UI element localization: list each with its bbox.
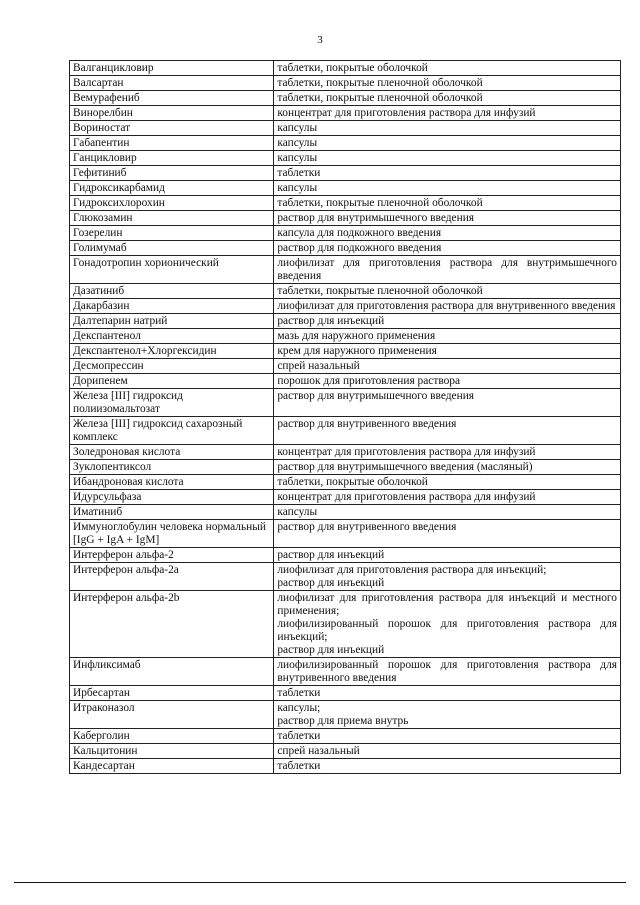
dosage-form: капсулы;: [277, 702, 321, 714]
dosage-form-cell: [274, 744, 621, 759]
drug-name-cell: [70, 256, 274, 284]
drug-name: Интерферон альфа-2b: [73, 592, 180, 604]
drug-name-cell: [70, 299, 274, 314]
dosage-form: таблетки: [277, 167, 321, 179]
drug-name: Дорипенем: [73, 375, 128, 387]
table-row: [70, 490, 621, 505]
dosage-form: раствор для инъекций: [277, 549, 385, 561]
drug-name-cell: [70, 314, 274, 329]
dosage-form: раствор для внутривенного введения: [277, 521, 457, 533]
drug-name: Каберголин: [73, 730, 130, 742]
drug-name: Инфликсимаб: [73, 659, 141, 671]
dosage-form-cell: [274, 91, 621, 106]
table-row: [70, 151, 621, 166]
table-row: [70, 314, 621, 329]
drug-name-cell: [70, 686, 274, 701]
drug-name: Интерферон альфа-2: [73, 549, 174, 561]
dosage-form-cell: [274, 359, 621, 374]
dosage-form-cell: [274, 417, 621, 445]
table-row: [70, 520, 621, 548]
table-row: [70, 211, 621, 226]
dosage-form: таблетки, покрытые пленочной оболочкой: [277, 197, 483, 209]
table-row: [70, 417, 621, 445]
drug-name-cell: [70, 329, 274, 344]
table-row: [70, 563, 621, 591]
dosage-form: раствор для инъекций: [277, 577, 385, 589]
drug-name: Итраконазол: [73, 702, 135, 714]
table-row: [70, 136, 621, 151]
dosage-form: таблетки, покрытые оболочкой: [277, 62, 428, 74]
dosage-form: таблетки, покрытые пленочной оболочкой: [277, 77, 483, 89]
table-row: [70, 106, 621, 121]
drug-name-cell: [70, 417, 274, 445]
drug-name: Винорелбин: [73, 107, 133, 119]
dosage-form-cell: [274, 196, 621, 211]
dosage-form: крем для наружного применения: [277, 345, 437, 357]
dosage-form-cell: [274, 226, 621, 241]
table-row: [70, 91, 621, 106]
dosage-form: концентрат для приготовления раствора для инфузий: [277, 491, 536, 503]
drug-name: Железа [III] гидроксид полиизомальтозат: [73, 390, 183, 415]
dosage-form: таблетки: [277, 730, 321, 742]
drug-name-cell: [70, 284, 274, 299]
drug-name: Кандесартан: [73, 760, 135, 772]
table-row: [70, 686, 621, 701]
drug-name-cell: [70, 196, 274, 211]
drug-name: Валсартан: [73, 77, 124, 89]
dosage-form: лиофилизат для приготовления раствора для инъекций;: [277, 564, 547, 576]
table-row: [70, 475, 621, 490]
dosage-form: концентрат для приготовления раствора для инфузий: [277, 107, 536, 119]
dosage-form: таблетки, покрытые пленочной оболочкой: [277, 285, 483, 297]
dosage-form-cell: [274, 548, 621, 563]
dosage-form: лиофилизат для приготовления раствора для внутримышечного введения: [277, 257, 617, 282]
dosage-form: порошок для приготовления раствора: [277, 375, 461, 387]
dosage-form-cell: [274, 329, 621, 344]
drug-name-cell: [70, 729, 274, 744]
drug-name: Ирбесартан: [73, 687, 130, 699]
dosage-form-cell: [274, 211, 621, 226]
drug-name: Интерферон альфа-2а: [73, 564, 179, 576]
table-row: [70, 76, 621, 91]
drug-name-cell: [70, 520, 274, 548]
table-row: [70, 729, 621, 744]
drug-name: Гидроксикарбамид: [73, 182, 165, 194]
drug-name-cell: [70, 166, 274, 181]
drug-name-cell: [70, 136, 274, 151]
dosage-form-cell: [274, 475, 621, 490]
dosage-form-cell: [274, 701, 621, 729]
table-row: [70, 241, 621, 256]
table-row: [70, 658, 621, 686]
dosage-form: раствор для внутримышечного введения: [277, 390, 475, 402]
table-row: [70, 548, 621, 563]
dosage-form-cell: [274, 314, 621, 329]
table-row: [70, 744, 621, 759]
drug-name-cell: [70, 151, 274, 166]
dosage-form-cell: [274, 241, 621, 256]
drug-name-cell: [70, 505, 274, 520]
table-row: [70, 121, 621, 136]
drug-name-cell: [70, 211, 274, 226]
drug-name-cell: [70, 658, 274, 686]
table-row: [70, 329, 621, 344]
drug-name-cell: [70, 181, 274, 196]
dosage-form-cell: [274, 299, 621, 314]
drug-name: Золедроновая кислота: [73, 446, 181, 458]
drug-name-cell: [70, 76, 274, 91]
dosage-form: спрей назальный: [277, 360, 360, 372]
drug-name-cell: [70, 389, 274, 417]
dosage-form: капсулы: [277, 152, 318, 164]
dosage-form: спрей назальный: [277, 745, 360, 757]
table-row: [70, 226, 621, 241]
drug-name: Вемурафениб: [73, 92, 140, 104]
dosage-form: таблетки: [277, 760, 321, 772]
drug-name-cell: [70, 344, 274, 359]
dosage-form-cell: [274, 729, 621, 744]
table-row: [70, 505, 621, 520]
drug-name: Гозерелин: [73, 227, 123, 239]
drug-name: Иммуноглобулин человека нормальный [IgG + IgA + IgM]: [73, 521, 266, 546]
drug-name: Декспантенол: [73, 330, 141, 342]
drug-name-cell: [70, 475, 274, 490]
dosage-form: раствор для инъекций: [277, 644, 385, 656]
dosage-form-cell: [274, 520, 621, 548]
dosage-form: раствор для внутримышечного введения (масляный): [277, 461, 533, 473]
drug-name-cell: [70, 374, 274, 389]
drug-name: Далтепарин натрий: [73, 315, 168, 327]
drug-name-cell: [70, 359, 274, 374]
dosage-form: таблетки: [277, 687, 321, 699]
drug-name: Зуклопентиксол: [73, 461, 152, 473]
dosage-form-cell: [274, 374, 621, 389]
dosage-form-cell: [274, 136, 621, 151]
drug-name-cell: [70, 445, 274, 460]
drug-name-cell: [70, 241, 274, 256]
drug-name-cell: [70, 121, 274, 136]
table-row: [70, 445, 621, 460]
table-row: [70, 359, 621, 374]
dosage-form-cell: [274, 76, 621, 91]
page-number: 3: [317, 34, 323, 46]
drug-name-cell: [70, 490, 274, 505]
dosage-form-cell: [274, 563, 621, 591]
drug-name-cell: [70, 759, 274, 774]
dosage-form: капсулы: [277, 182, 318, 194]
drug-table-body: [70, 61, 621, 774]
drug-name-cell: [70, 61, 274, 76]
drug-name: Глюкозамин: [73, 212, 133, 224]
dosage-form-cell: [274, 151, 621, 166]
dosage-form: концентрат для приготовления раствора для инфузий: [277, 446, 536, 458]
drug-name: Дазатиниб: [73, 285, 125, 297]
table-row: [70, 181, 621, 196]
dosage-form: таблетки, покрытые оболочкой: [277, 476, 428, 488]
dosage-form-cell: [274, 505, 621, 520]
dosage-form: капсулы: [277, 137, 318, 149]
drug-name: Гидроксихлорохин: [73, 197, 165, 209]
table-row: [70, 759, 621, 774]
drug-name: Декспантенол+Хлоргексидин: [73, 345, 217, 357]
dosage-form: раствор для подкожного введения: [277, 242, 442, 254]
dosage-form-cell: [274, 389, 621, 417]
footer-rule: [14, 882, 626, 883]
drug-name-cell: [70, 91, 274, 106]
dosage-form: раствор для инъекций: [277, 315, 385, 327]
table-row: [70, 591, 621, 658]
drug-name-cell: [70, 591, 274, 658]
table-row: [70, 61, 621, 76]
dosage-form: раствор для внутривенного введения: [277, 418, 457, 430]
drug-name: Дакарбазин: [73, 300, 130, 312]
drug-name-cell: [70, 226, 274, 241]
dosage-form: капсула для подкожного введения: [277, 227, 442, 239]
drug-name: Железа [III] гидроксид сахарозный комплекс: [73, 418, 243, 443]
dosage-form-cell: [274, 591, 621, 658]
dosage-form-cell: [274, 284, 621, 299]
dosage-form: раствор для внутримышечного введения: [277, 212, 475, 224]
table-row: [70, 389, 621, 417]
dosage-form-cell: [274, 61, 621, 76]
drug-name-cell: [70, 460, 274, 475]
dosage-form: мазь для наружного применения: [277, 330, 436, 342]
dosage-form-cell: [274, 166, 621, 181]
dosage-form: капсулы: [277, 506, 318, 518]
dosage-form-cell: [274, 121, 621, 136]
table-row: [70, 166, 621, 181]
dosage-form-cell: [274, 344, 621, 359]
table-row: [70, 284, 621, 299]
dosage-form-cell: [274, 181, 621, 196]
table-row: [70, 344, 621, 359]
drug-name: Ганцикловир: [73, 152, 137, 164]
dosage-form: лиофилизированный порошок для приготовления раствора для внутривенного введения: [277, 659, 617, 684]
dosage-form-cell: [274, 490, 621, 505]
drug-name-cell: [70, 106, 274, 121]
dosage-form-cell: [274, 445, 621, 460]
dosage-form-cell: [274, 256, 621, 284]
drug-name-cell: [70, 548, 274, 563]
drug-name: Гефитиниб: [73, 167, 127, 179]
dosage-form-cell: [274, 686, 621, 701]
drug-name: Валганцикловир: [73, 62, 154, 74]
dosage-form: лиофилизат для приготовления раствора для внутривенного введения: [277, 300, 616, 312]
table-row: [70, 374, 621, 389]
drug-name: Ибандроновая кислота: [73, 476, 184, 488]
dosage-form: раствор для приема внутрь: [277, 715, 409, 727]
drug-name-cell: [70, 701, 274, 729]
drug-name: Голимумаб: [73, 242, 127, 254]
drug-name: Вориностат: [73, 122, 131, 134]
dosage-form: лиофилизированный порошок для приготовления раствора для инъекций;: [277, 618, 617, 643]
drug-table: [69, 60, 621, 774]
drug-name: Идурсульфаза: [73, 491, 142, 503]
table-row: [70, 701, 621, 729]
dosage-form-cell: [274, 658, 621, 686]
dosage-form-cell: [274, 460, 621, 475]
drug-name: Кальцитонин: [73, 745, 138, 757]
dosage-form: лиофилизат для приготовления раствора для инъекций и местного применения;: [277, 592, 617, 617]
dosage-form-cell: [274, 759, 621, 774]
drug-name: Десмопрессин: [73, 360, 144, 372]
dosage-form: таблетки, покрытые пленочной оболочкой: [277, 92, 483, 104]
dosage-form-cell: [274, 106, 621, 121]
table-row: [70, 299, 621, 314]
dosage-form: капсулы: [277, 122, 318, 134]
drug-name-cell: [70, 563, 274, 591]
table-row: [70, 196, 621, 211]
drug-name: Габапентин: [73, 137, 130, 149]
drug-name-cell: [70, 744, 274, 759]
table-row: [70, 460, 621, 475]
drug-name: Гонадотропин хорионический: [73, 257, 219, 269]
table-row: [70, 256, 621, 284]
drug-name: Иматиниб: [73, 506, 123, 518]
